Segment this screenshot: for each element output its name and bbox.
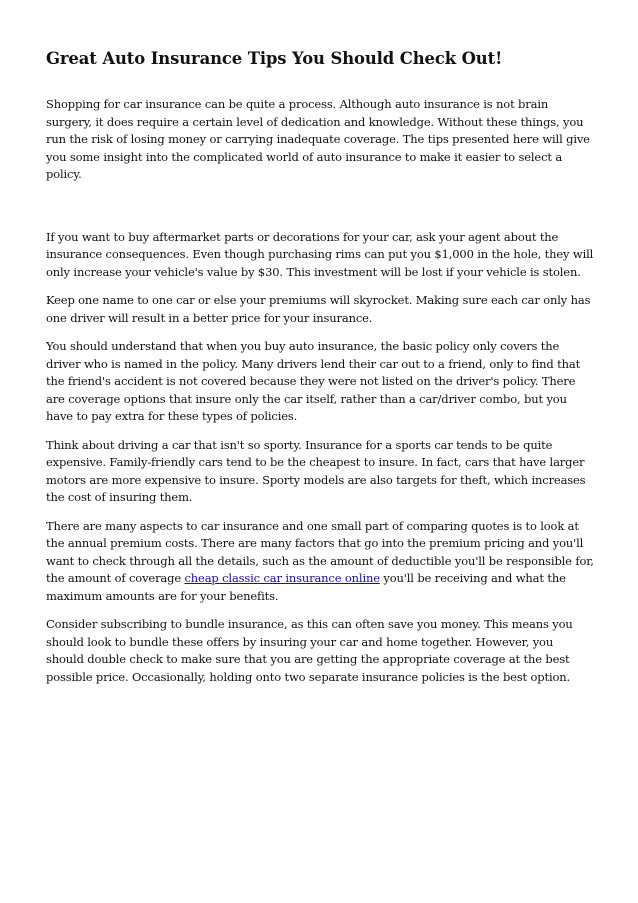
document-title: Great Auto Insurance Tips You Should Check Out! <box>46 49 503 68</box>
document-page <box>46 48 594 697</box>
aftermarket-parts-paragraph: If you want to buy aftermarket parts or decorations for your car, ask your agent about the insurance consequences. Even though purchasing rims can put you $1,000 in the hole, they will only increase your vehicle's value by $30. This investment will be lost if your vehicle is stolen. <box>46 229 594 279</box>
bundle-insurance-paragraph: Consider subscribing to bundle insurance, as this can often save you money. This means you should look to bundle these offers by insuring your car and home together. However, you should double check to make sure that you are getting the appropriate coverage at the best possible price. Occasionally, holding onto two separate insurance policies is the best option. <box>46 617 573 684</box>
premium-costs-text-before: There are many aspects to car insurance and one small part of comparing quotes is to look at the annual premium costs. There are many factors that go into the premium pricing and you'll want to check through all the details, such as the amount of deductible you'll be responsible for, the amount of coverage <box>46 518 594 585</box>
policy-coverage-paragraph: You should understand that when you buy auto insurance, the basic policy only covers the driver who is named in the policy. Many drivers lend their car out to a friend, only to find that the friend's accident is not covered because they were not listed on the driver's policy. There are coverage options that insure only the car itself, rather than a car/driver combo, but you have to pay extra for these types of policies. <box>46 339 581 423</box>
intro-paragraph: Shopping for car insurance can be quite a process. Although auto insurance is not brain surgery, it does require a certain level of dedication and knowledge. Without these things, you run the risk of losing money or carrying inadequate coverage. The tips presented here will give you some insight into the complicated world of auto insurance to make it easier to select a policy. <box>46 97 590 181</box>
premium-costs-paragraph <box>46 518 594 606</box>
one-driver-paragraph: Keep one name to one car or else your premiums will skyrocket. Making sure each car only has one driver will result in a better price for your insurance. <box>46 293 591 325</box>
premium-costs-text-after: you'll be receiving and what the maximum amounts are for your benefits. <box>46 571 566 603</box>
sporty-car-paragraph: Think about driving a car that isn't so sporty. Insurance for a sports car tends to be quite expensive. Family-friendly cars tend to be the cheapest to insure. In fact, cars that have larger motors are more expensive to insure. Sporty models are also targets for theft, which increases the cost of insuring them. <box>46 437 586 504</box>
classic-car-insurance-link[interactable]: cheap classic car insurance online <box>184 571 380 585</box>
